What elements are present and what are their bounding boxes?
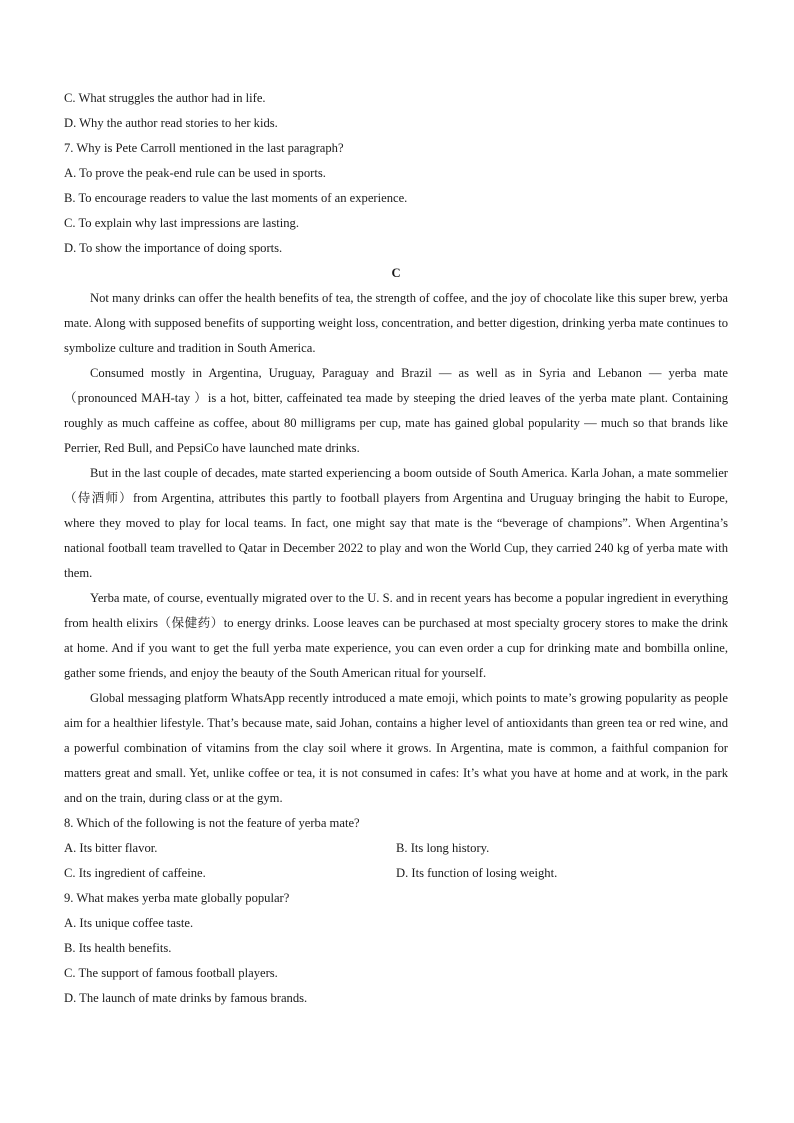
q8-options-row-1 xyxy=(64,836,728,861)
q9-option-d: D. The launch of mate drinks by famous brands. xyxy=(64,991,308,1005)
q7-stem: 7. Why is Pete Carroll mentioned in the last paragraph? xyxy=(64,141,344,155)
q8-stem: 8. Which of the following is not the feature of yerba mate? xyxy=(64,816,360,830)
passage-paragraph-5: Global messaging platform WhatsApp recently introduced a mate emoji, which points to mate’s growing popularity as people aim for a healthier lifestyle. That’s because mate, said Johan, contains a higher level of antioxidants than green tea or red wine, and a powerful combination of vitamins from the clay soil where it grows. In Argentina, mate is common, a faithful companion for matters great and small. Yet, unlike coffee or tea, it is not consumed in cafes: It’s what you have at home and at work, in the park and on the train, during class or at the gym. xyxy=(64,691,728,805)
q9-option-c: C. The support of famous football players. xyxy=(64,966,278,980)
q9-stem: 9. What makes yerba mate globally popular? xyxy=(64,891,290,905)
q9-option-b: B. Its health benefits. xyxy=(64,941,172,955)
q8-option-b: B. Its long history. xyxy=(396,841,490,855)
q6-option-d: D. Why the author read stories to her kids. xyxy=(64,116,278,130)
q7-option-c: C. To explain why last impressions are lasting. xyxy=(64,216,299,230)
q8-options-row-2 xyxy=(64,861,728,886)
q7-option-d: D. To show the importance of doing sports. xyxy=(64,241,283,255)
q7-option-b: B. To encourage readers to value the last moments of an experience. xyxy=(64,191,408,205)
q8-option-d: D. Its function of losing weight. xyxy=(396,866,558,880)
passage-paragraph-2: Consumed mostly in Argentina, Uruguay, Paraguay and Brazil — as well as in Syria and Lebanon — yerba mate （pronounced MAH-tay ）is a hot, bitter, caffeinated tea made by steeping the dried leaves of the yerba mate plant. Containing roughly as much caffeine as coffee, about 80 milligrams per cup, mate has gained global popularity — much so that brands like Perrier, Red Bull, and PepsiCo have launched mate drinks. xyxy=(64,366,728,455)
passage-paragraph-4: Yerba mate, of course, eventually migrated over to the U. S. and in recent years has become a popular ingredient in everything from health elixirs（保健药）to energy drinks. Loose leaves can be purchased at most specialty grocery stores to make the drink at home. And if you want to get the full yerba mate experience, you can even order a cup for drinking mate and bombilla online, gather some friends, and enjoy the beauty of the South American ritual for yourself. xyxy=(64,591,728,680)
passage-paragraph-1: Not many drinks can offer the health benefits of tea, the strength of coffee, and the joy of chocolate like this super brew, yerba mate. Along with supposed benefits of supporting weight loss, concentration, and better digestion, drinking yerba mate continues to symbolize culture and tradition in South America. xyxy=(64,291,728,355)
q7-option-a: A. To prove the peak-end rule can be used in sports. xyxy=(64,166,326,180)
exam-page xyxy=(64,86,728,1011)
passage-c-title: C xyxy=(391,266,401,280)
q8-option-c: C. Its ingredient of caffeine. xyxy=(64,866,206,880)
q9-option-a: A. Its unique coffee taste. xyxy=(64,916,194,930)
passage-paragraph-3: But in the last couple of decades, mate started experiencing a boom outside of South America. Karla Johan, a mate sommelier（侍酒师）from Argentina, attributes this partly to football players from Argentina and Uruguay bringing the habit to Europe, where they moved to play for local teams. In fact, one might say that mate is the “beverage of champions”. When Argentina’s national football team travelled to Qatar in December 2022 to play and won the World Cup, they carried 240 kg of yerba mate with them. xyxy=(64,466,728,580)
q8-option-a: A. Its bitter flavor. xyxy=(64,841,158,855)
q6-option-c: C. What struggles the author had in life. xyxy=(64,91,266,105)
